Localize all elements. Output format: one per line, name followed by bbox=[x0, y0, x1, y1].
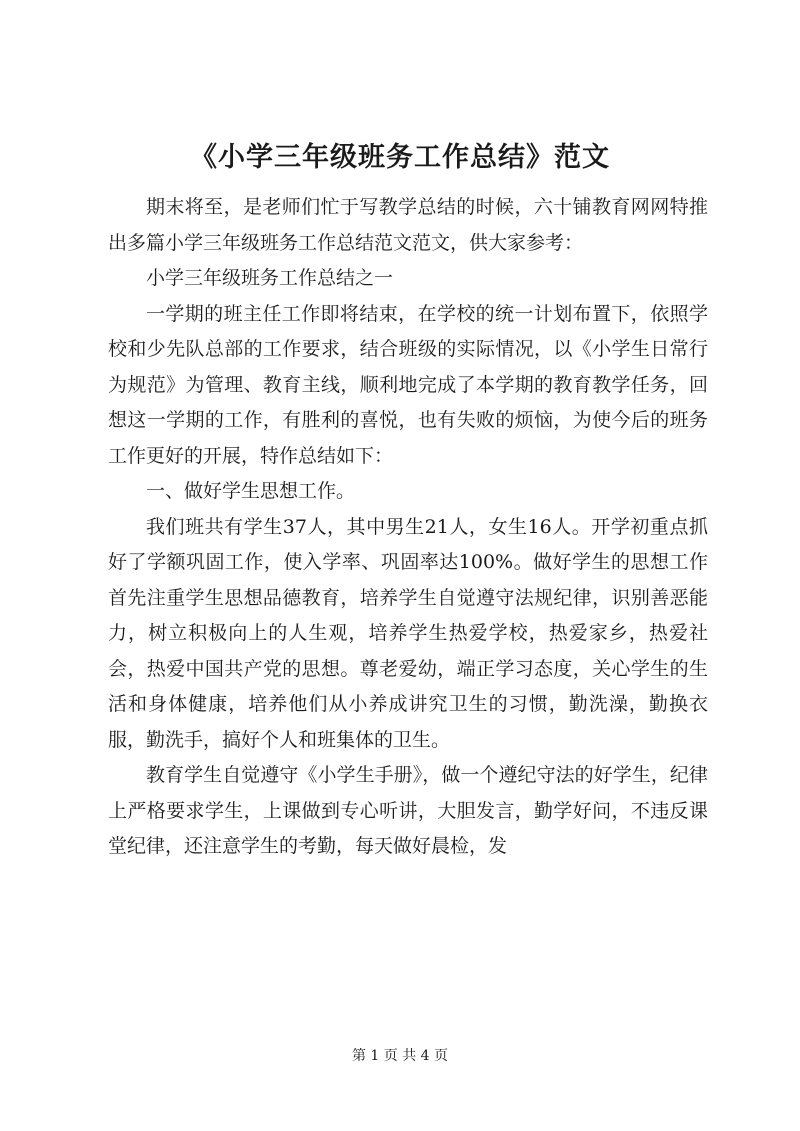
document-title: 《小学三年级班务工作总结》范文 bbox=[190, 142, 610, 173]
page-footer bbox=[0, 1046, 800, 1066]
document-body bbox=[108, 190, 708, 865]
paragraph-intro: 期末将至，是老师们忙于写教学总结的时候，六十铺教育网网特推出多篇小学三年级班务工作总结范文范文，供大家参考： bbox=[108, 196, 708, 254]
paragraph-class-info: 我们班共有学生37人，其中男生21人，女生16人。开学初重点抓好了学额巩固工作，使入学率、巩固率达100%。做好学生的思想工作首先注重学生思想品德教育，培养学生自觉遵守法规纪律，识别善恶能力，树立积极向上的人生观，培养学生热爱学校，热爱家乡，热爱社会，热爱中国共产党的思想。尊老爱幼，端正学习态度，关心学生的生活和身体健康，培养他们从小养成讲究卫生的习惯，勤洗澡，勤换衣服，勤洗手，搞好个人和班集体的卫生。 bbox=[108, 515, 708, 751]
paragraph-summary-opening: 一学期的班主任工作即将结束，在学校的统一计划布置下，依照学校和少先队总部的工作要求，结合班级的实际情况，以《小学生日常行为规范》为管理、教育主线，顺利地完成了本学期的教育教学任务，回想这一学期的工作，有胜利的喜悦，也有失败的烦恼，为使今后的班务工作更好的开展，特作总结如下： bbox=[108, 302, 708, 467]
page-number-label: 第 1 页 共 4 页 bbox=[351, 1048, 449, 1064]
paragraph-subheading-one: 一、做好学生思想工作。 bbox=[146, 480, 356, 502]
paragraph-section-heading: 小学三年级班务工作总结之一 bbox=[146, 267, 394, 289]
paragraph-discipline: 教育学生自觉遵守《小学生手册》，做一个遵纪守法的好学生，纪律上严格要求学生，上课做到专心听讲，大胆发言，勤学好问，不违反课堂纪律，还注意学生的考勤，每天做好晨检，发 bbox=[108, 764, 708, 857]
